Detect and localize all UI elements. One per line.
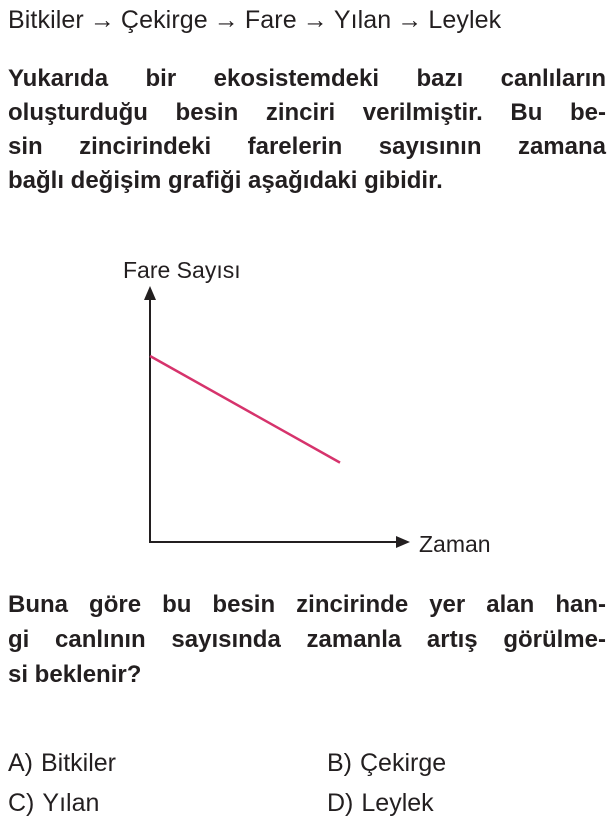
option-text: Yılan <box>42 789 100 817</box>
intro-line: sin zincirindeki farelerin sayısının zamana <box>8 133 606 160</box>
question-line: Buna göre bu besin zincirinde yer alan han- <box>8 591 606 618</box>
option-b[interactable] <box>327 749 446 778</box>
series-layer <box>150 356 340 463</box>
right-arrow-icon: → <box>397 6 423 34</box>
right-arrow-icon: → <box>213 6 239 34</box>
x-axis-label: Zaman <box>419 531 491 557</box>
option-letter: A) <box>8 749 33 777</box>
intro-line: oluşturduğu besin zinciri verilmiştir. Bu be- <box>8 99 606 126</box>
option-c[interactable] <box>8 789 99 818</box>
option-letter: C) <box>8 789 35 817</box>
option-text: Bitkiler <box>41 749 117 777</box>
chain-item-cekirge: Çekirge <box>120 6 208 34</box>
chain-item-bitkiler: Bitkiler <box>8 6 84 34</box>
intro-paragraph <box>8 62 606 198</box>
option-a[interactable] <box>8 749 116 778</box>
x-axis-arrow-icon <box>396 536 410 548</box>
series-line-0 <box>150 356 340 463</box>
intro-line: bağlı değişim grafiği aşağıdaki gibidir. <box>8 167 443 194</box>
population-graph <box>0 250 613 570</box>
right-arrow-icon: → <box>302 6 328 34</box>
graph-svg <box>0 250 613 570</box>
option-letter: B) <box>327 749 352 777</box>
chain-item-leylek: Leylek <box>428 6 502 34</box>
chain-item-yilan: Yılan <box>333 6 392 34</box>
question-paragraph <box>8 587 606 692</box>
question-line: si beklenir? <box>8 661 142 688</box>
y-axis-label: Fare Sayısı <box>123 257 241 283</box>
right-arrow-icon: → <box>89 6 115 34</box>
option-letter: D) <box>327 789 354 817</box>
question-line: gi canlının sayısında zamanla artış görülme- <box>8 626 606 653</box>
food-chain <box>8 6 501 35</box>
y-axis-arrow-icon <box>144 286 156 300</box>
option-text: Çekirge <box>360 749 447 777</box>
option-d[interactable] <box>327 789 434 818</box>
option-text: Leylek <box>361 789 434 817</box>
intro-line: Yukarıda bir ekosistemdeki bazı canlıların <box>8 65 606 92</box>
chain-item-fare: Fare <box>244 6 297 34</box>
